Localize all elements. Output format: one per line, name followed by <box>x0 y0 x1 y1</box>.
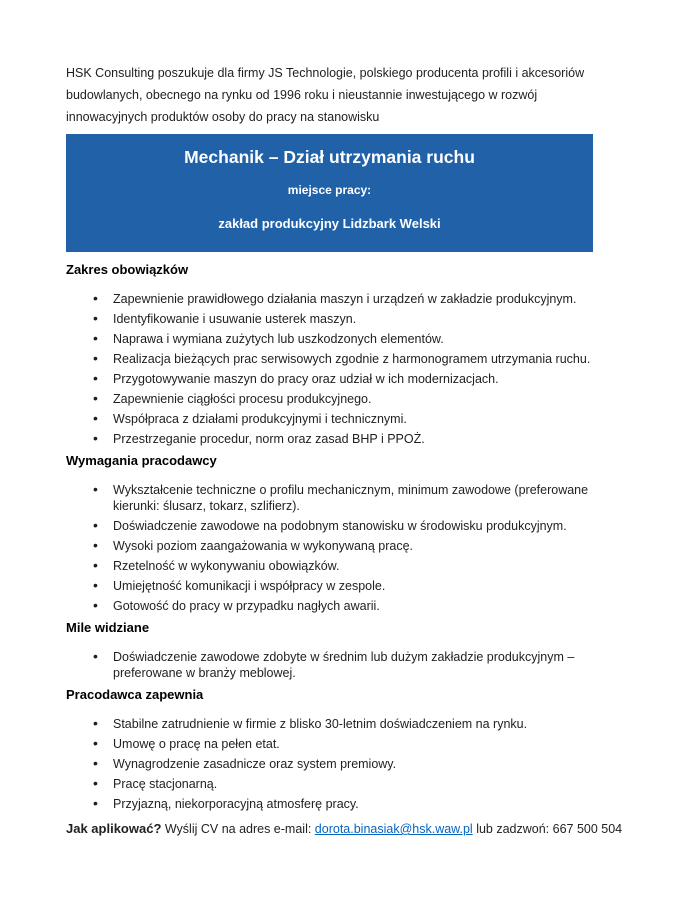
bullet-item: • Przestrzeganie procedur, norm oraz zasad BHP i PPOŻ. <box>66 431 593 447</box>
bullet-item: • Naprawa i wymiana zużytych lub uszkodzonych elementów. <box>66 331 593 347</box>
apply-label: Jak aplikować? <box>66 821 162 836</box>
sections-container <box>66 262 593 812</box>
bullet-item: • Umowę o pracę na pełen etat. <box>66 736 593 752</box>
bullet-item: • Wysoki poziom zaangażowania w wykonywaną pracę. <box>66 538 593 554</box>
section-heading: Pracodawca zapewnia <box>66 687 204 702</box>
section-heading: Mile widziane <box>66 620 150 635</box>
bullet-item: • Doświadczenie zawodowe na podobnym stanowisku w środowisku produkcyjnym. <box>66 518 593 534</box>
apply-line <box>66 820 623 838</box>
document-content <box>66 62 623 838</box>
bullet-item: • Doświadczenie zawodowe zdobyte w średnim lub dużym zakładzie produkcyjnym – preferowane w branży meblowej. <box>66 649 593 681</box>
bullet-item: • Współpraca z działami produkcyjnymi i technicznymi. <box>66 411 593 427</box>
apply-text-before: Wyślij CV na adres e-mail: <box>161 822 315 836</box>
bullet-item: • Identyfikowanie i usuwanie usterek maszyn. <box>66 311 593 327</box>
apply-text-after: lub zadzwoń: 667 500 504 <box>472 822 623 836</box>
bullet-item: • Wykształcenie techniczne o profilu mechanicznym, minimum zawodowe (preferowane kierunki: ślusarz, tokarz, szlifierz). <box>66 482 593 514</box>
workplace-location: zakład produkcyjny Lidzbark Welski <box>218 216 441 231</box>
workplace-label: miejsce pracy: <box>287 183 372 197</box>
document-section <box>66 262 593 447</box>
bullet-item: • Zapewnienie prawidłowego działania maszyn i urządzeń w zakładzie produkcyjnym. <box>66 291 593 307</box>
document-section <box>66 687 593 812</box>
section-heading: Wymagania pracodawcy <box>66 453 217 468</box>
job-title-banner <box>66 134 593 252</box>
bullet-item: • Wynagrodzenie zasadnicze oraz system premiowy. <box>66 756 593 772</box>
bullet-item: • Rzetelność w wykonywaniu obowiązków. <box>66 558 593 574</box>
document-section <box>66 620 593 681</box>
bullet-item: • Realizacja bieżących prac serwisowych zgodnie z harmonogramem utrzymania ruchu. <box>66 351 593 367</box>
bullet-list <box>66 291 593 447</box>
bullet-list <box>66 649 593 681</box>
bullet-item: • Stabilne zatrudnienie w firmie z blisko 30-letnim doświadczeniem na rynku. <box>66 716 593 732</box>
bullet-item: • Gotowość do pracy w przypadku nagłych awarii. <box>66 598 593 614</box>
intro-paragraph: HSK Consulting poszukuje dla firmy JS Technologie, polskiego producenta profili i akcesoriów budowlanych, obecnego na rynku od 1996 roku i nieustannie inwestującego w rozwój innowacyjnych produktów osoby do pracy na stanowisku <box>66 66 585 124</box>
email-link[interactable]: dorota.binasiak@hsk.waw.pl <box>314 822 473 836</box>
job-title: Mechanik – Dział utrzymania ruchu <box>184 147 475 167</box>
bullet-list <box>66 482 593 614</box>
bullet-item: • Pracę stacjonarną. <box>66 776 593 792</box>
document-section <box>66 453 593 614</box>
bullet-item: • Przygotowywanie maszyn do pracy oraz udział w ich modernizacjach. <box>66 371 593 387</box>
bullet-item: • Umiejętność komunikacji i współpracy w zespole. <box>66 578 593 594</box>
bullet-list <box>66 716 593 812</box>
bullet-item: • Przyjazną, niekorporacyjną atmosferę pracy. <box>66 796 593 812</box>
section-heading: Zakres obowiązków <box>66 262 189 277</box>
bullet-item: • Zapewnienie ciągłości procesu produkcyjnego. <box>66 391 593 407</box>
